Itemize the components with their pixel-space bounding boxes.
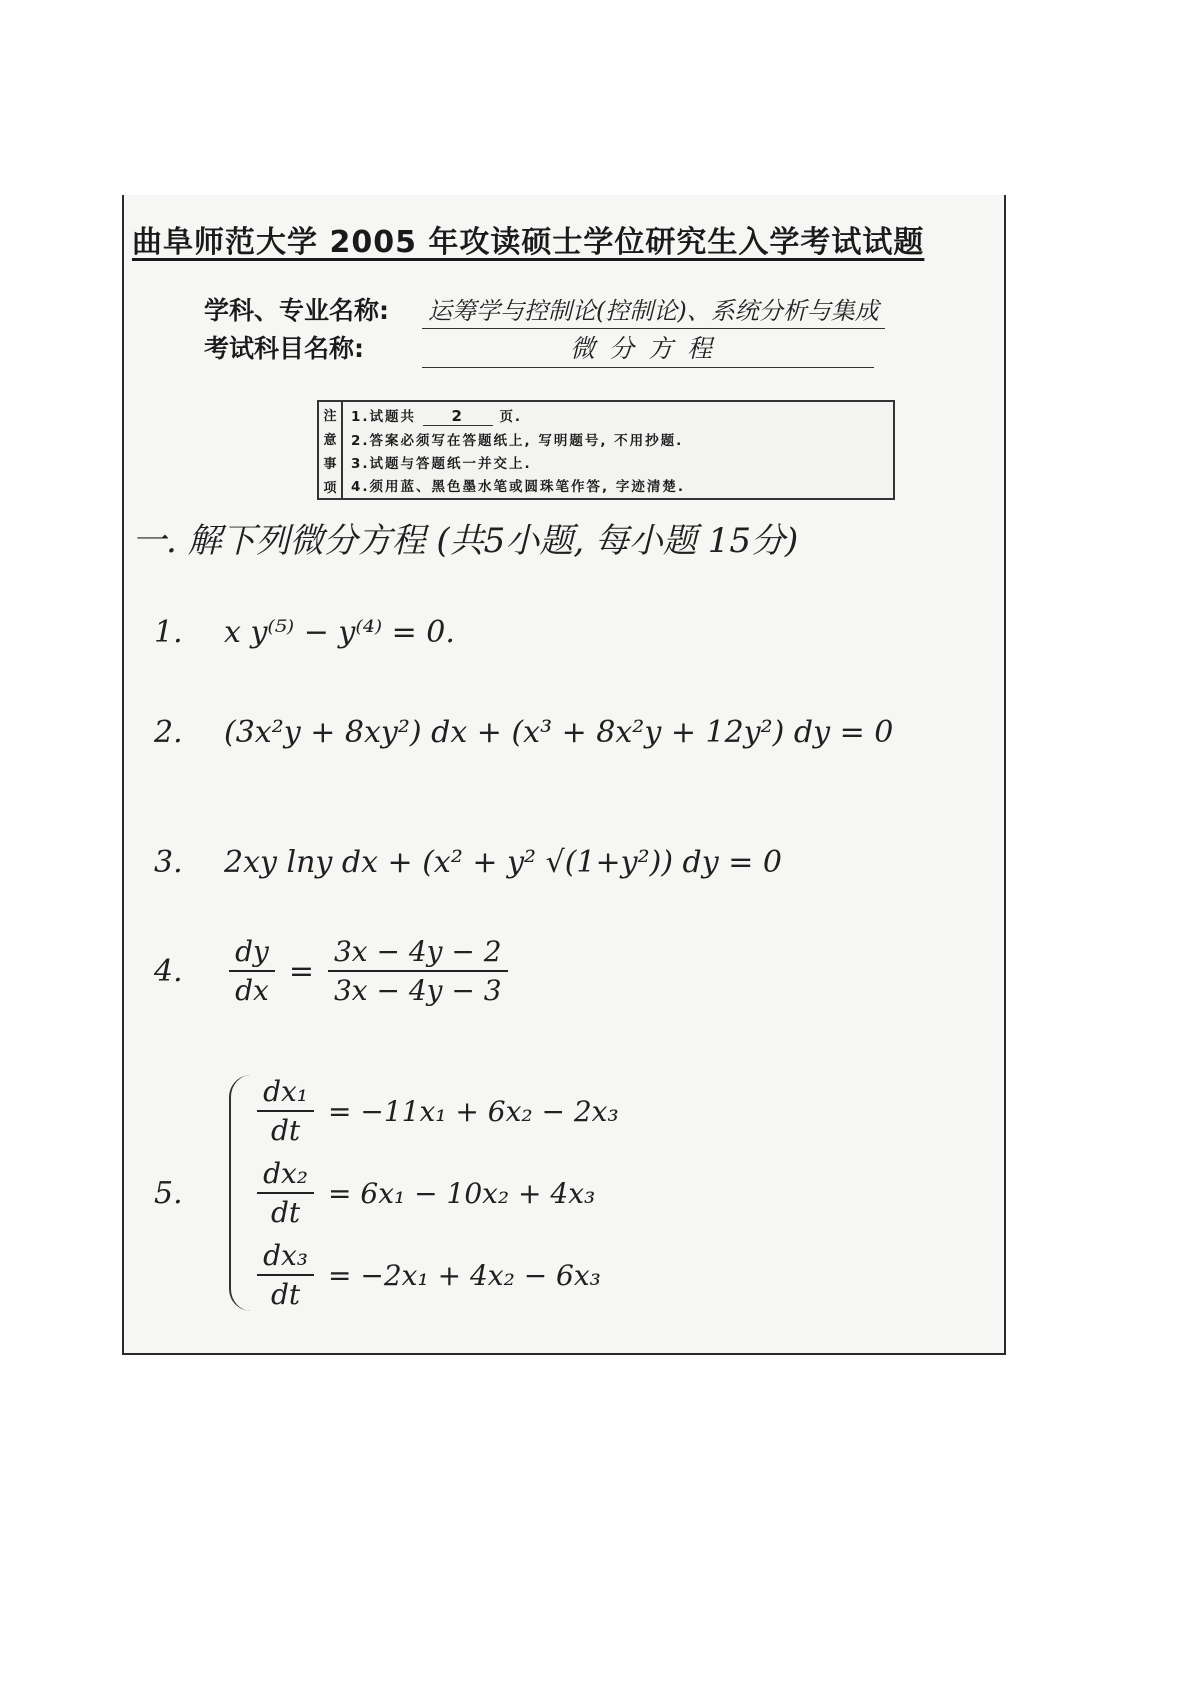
derivative — [257, 1075, 314, 1147]
fraction-bar — [257, 1110, 314, 1112]
fraction-numerator: dx₃ — [263, 1239, 309, 1272]
fraction-lhs — [229, 935, 275, 1007]
notes-side-char: 注 — [323, 408, 337, 424]
question-3 — [154, 845, 782, 880]
equals-sign: = — [288, 953, 314, 989]
question-number: 3. — [154, 845, 183, 880]
note-item — [351, 405, 885, 426]
fraction-numerator: dx₂ — [263, 1157, 309, 1190]
notes-side-label — [319, 402, 343, 498]
subject-label: 学科、专业名称: — [204, 296, 389, 325]
equation-rhs: = −2x₁ + 4x₂ − 6x₃ — [328, 1258, 601, 1292]
note-pages-suffix: 页. — [499, 409, 523, 426]
notes-list — [343, 402, 893, 498]
question-number: 1. — [154, 615, 183, 650]
question-5 — [154, 1075, 619, 1311]
question-equation — [229, 935, 507, 1007]
question-1 — [154, 615, 455, 650]
course-row — [204, 329, 874, 368]
notes-side-char: 事 — [323, 456, 337, 472]
question-number: 2. — [154, 715, 183, 750]
equation-system — [229, 1075, 619, 1311]
course-value: 微分方程 — [422, 329, 874, 368]
system-equation — [257, 1239, 619, 1311]
question-4 — [154, 935, 508, 1007]
fraction-denominator: 3x − 4y − 3 — [333, 974, 502, 1007]
notes-box — [317, 400, 895, 500]
fraction-denominator: dt — [270, 1114, 301, 1147]
note-page-count: 2 — [423, 407, 493, 426]
note-item: 4.须用蓝、黑色墨水笔或圆珠笔作答, 字迹清楚. — [351, 478, 685, 495]
question-equation: (3x²y + 8xy²) dx + (x³ + 8x²y + 12y²) dy = 0 — [224, 715, 894, 750]
fraction-bar — [328, 970, 508, 972]
equation-rhs: = 6x₁ − 10x₂ + 4x₃ — [328, 1176, 596, 1210]
notes-side-char: 意 — [323, 432, 337, 448]
fraction-bar — [229, 970, 275, 972]
subject-row — [204, 291, 885, 329]
exam-title: 曲阜师范大学 2005 年攻读硕士学位研究生入学考试试题 — [132, 225, 925, 260]
fraction-bar — [257, 1274, 314, 1276]
fraction-denominator: dt — [270, 1196, 301, 1229]
derivative — [257, 1239, 314, 1311]
note-pages-prefix: 1.试题共 — [351, 409, 417, 426]
equation-rhs: = −11x₁ + 6x₂ − 2x₃ — [328, 1094, 619, 1128]
fraction-numerator: dy — [235, 935, 269, 968]
derivative — [257, 1157, 314, 1229]
course-label: 考试科目名称: — [204, 334, 364, 363]
fraction-numerator: 3x − 4y − 2 — [333, 935, 502, 968]
fraction-denominator: dt — [270, 1278, 301, 1311]
note-item: 2.答案必须写在答题纸上, 写明题号, 不用抄题. — [351, 433, 684, 450]
subject-value: 运筹学与控制论(控制论)、系统分析与集成 — [422, 291, 885, 329]
exam-sheet — [122, 195, 1006, 1355]
section-heading: 一. 解下列微分方程 (共5小题, 每小题 15分) — [132, 521, 799, 561]
fraction-numerator: dx₁ — [263, 1075, 309, 1108]
question-equation: x y⁽⁵⁾ − y⁽⁴⁾ = 0. — [224, 615, 455, 650]
question-2 — [154, 715, 893, 750]
note-item: 3.试题与答题纸一并交上. — [351, 455, 532, 472]
fraction-rhs — [328, 935, 508, 1007]
question-number: 5. — [154, 1175, 183, 1211]
system-equation — [257, 1075, 619, 1147]
question-equation: 2xy lny dx + (x² + y² √(1+y²)) dy = 0 — [224, 845, 783, 880]
notes-side-char: 项 — [323, 480, 337, 496]
question-number: 4. — [154, 953, 183, 989]
fraction-bar — [257, 1192, 314, 1194]
fraction-denominator: dx — [235, 974, 269, 1007]
system-equation — [257, 1157, 619, 1229]
